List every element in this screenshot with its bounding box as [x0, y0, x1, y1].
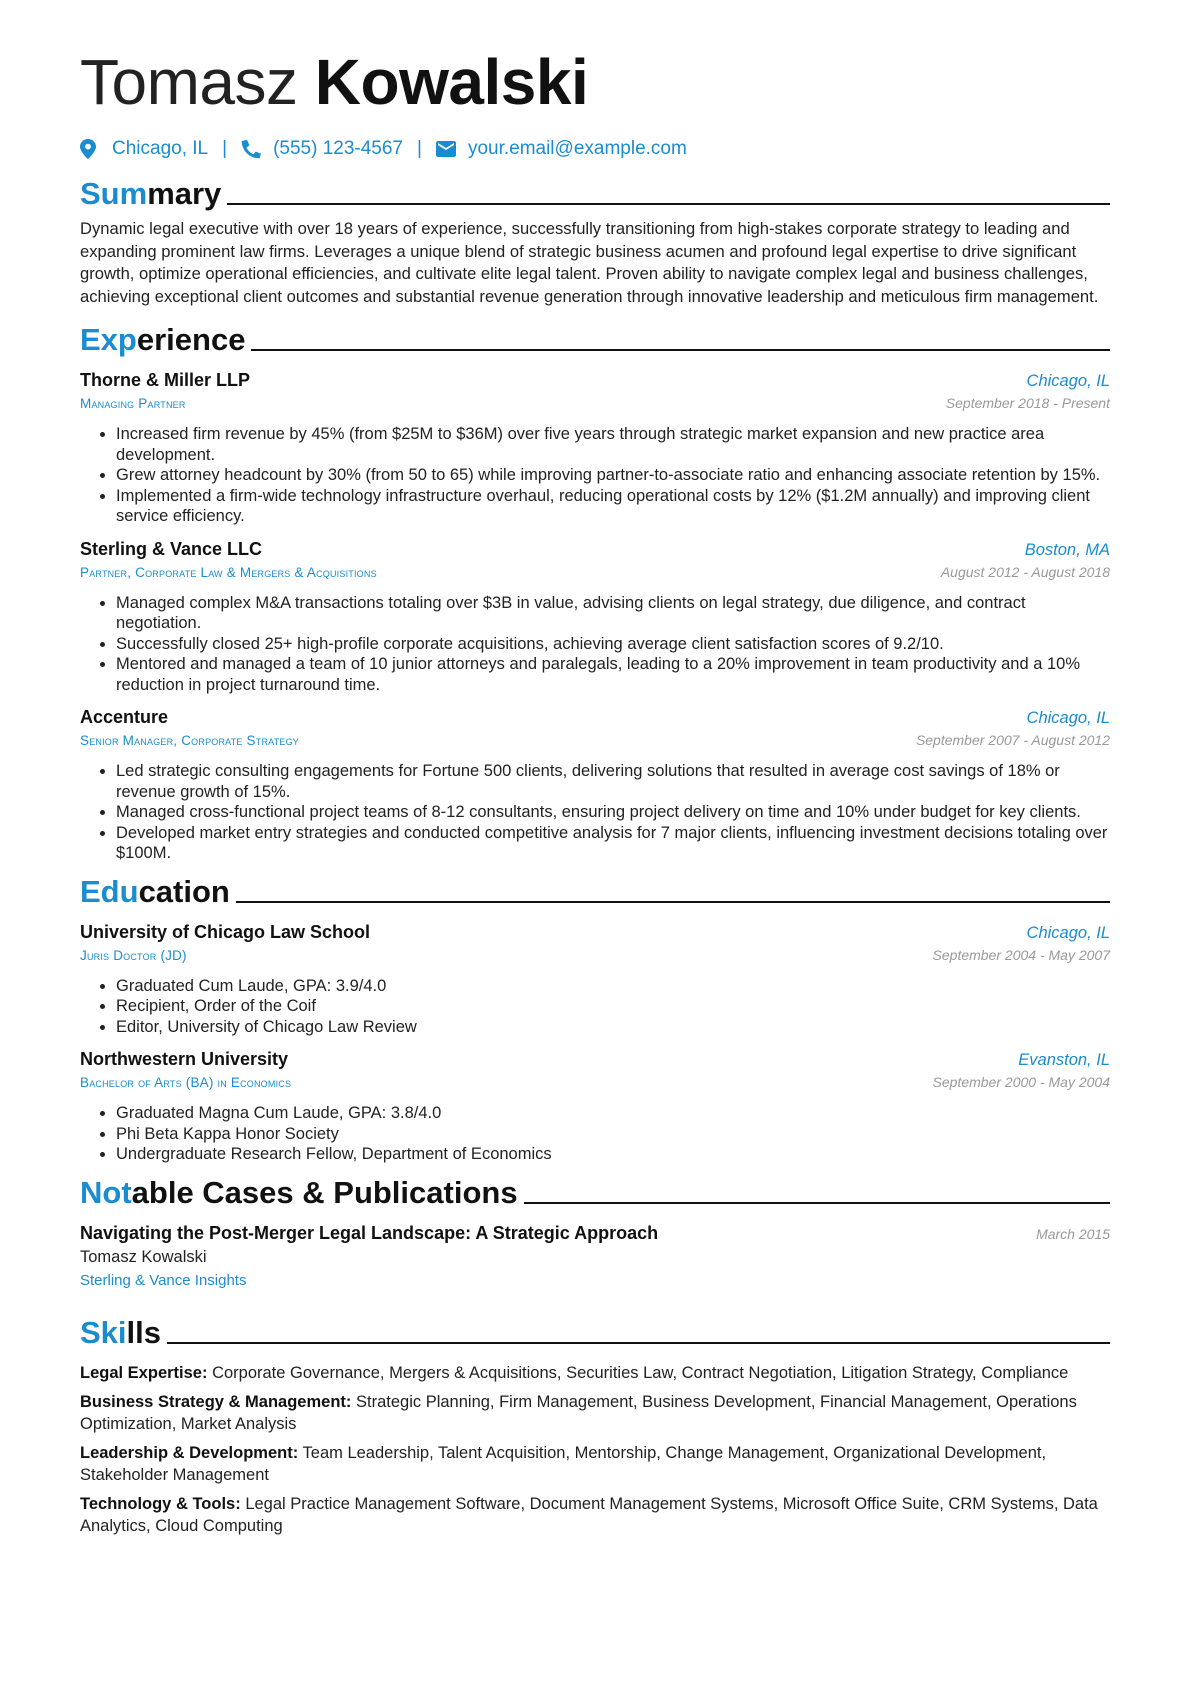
list-item: • Recipient, Order of the Coif: [116, 996, 1110, 1017]
list-item: • Successfully closed 25+ high-profile corporate acquisitions, achieving average client satisfaction scores of 9.2/10.: [116, 634, 1110, 655]
bullet-list: [80, 761, 1110, 864]
skill-category: Leadership & Development:: [80, 1444, 299, 1463]
job-location: Chicago, IL: [1026, 709, 1110, 728]
skill-category: Business Strategy & Management:: [80, 1393, 352, 1412]
publication-date: March 2015: [1036, 1225, 1110, 1242]
study-dates: September 2000 - May 2004: [932, 1074, 1110, 1091]
section-header-experience: [80, 318, 1110, 358]
skill-category: Legal Expertise:: [80, 1363, 208, 1382]
job-title: Senior Manager, Corporate Strategy: [80, 733, 299, 749]
list-item: • Managed complex M&A transactions totaling over $3B in value, advising clients on legal strategy, due diligence, and contract negotiation.: [116, 593, 1110, 634]
list-item: • Graduated Magna Cum Laude, GPA: 3.8/4.0: [116, 1103, 1110, 1124]
section-divider: [236, 901, 1110, 903]
contact-location: [80, 138, 208, 160]
section-title: Notable Cases & Publications: [80, 1174, 518, 1210]
list-item: • Implemented a firm-wide technology infrastructure overhaul, reducing operational costs by 12% ($1.2M annually) and improving client service efficiency.: [116, 486, 1110, 527]
experience-entry: [80, 705, 1110, 864]
bullet-list: [80, 1103, 1110, 1165]
school-location: Evanston, IL: [1018, 1051, 1110, 1070]
list-item: • Mentored and managed a team of 10 junior attorneys and paralegals, leading to a 20% improvement in team productivity and a 10% reduction in project turnaround time.: [116, 654, 1110, 695]
publication-entry: [80, 1221, 1110, 1293]
section-header-skills: [80, 1311, 1110, 1351]
phone-icon: [241, 139, 261, 159]
section-divider: [227, 203, 1110, 205]
publication-author: Tomasz Kowalski: [80, 1247, 207, 1266]
section-header-publications: [80, 1171, 1110, 1211]
publication-venue: Sterling & Vance Insights: [80, 1271, 247, 1289]
job-dates: September 2007 - August 2012: [915, 732, 1110, 749]
candidate-name: [80, 44, 1110, 120]
school-name: Northwestern University: [80, 1049, 289, 1070]
summary-text: Dynamic legal executive with over 18 years of experience, successfully transitioning from high-stakes corporate strategy to leading and expanding prominent law firms. Leverages a unique blend of strategic business acumen and profound legal expertise to drive significant growth, optimize operational efficiencies, and cultivate elite legal talent. Proven ability to navigate complex legal and business challenges, achieving exceptional client outcomes and substantial revenue generation through innovative leadership and meticulous firm management.: [80, 219, 1099, 306]
last-name: Kowalski: [314, 46, 589, 118]
envelope-icon: [436, 139, 456, 159]
email-link[interactable]: your.email@example.com: [467, 138, 687, 159]
list-item: • Led strategic consulting engagements for Fortune 500 clients, delivering solutions that resulted in average cost savings of 18% or revenue growth of 15%.: [116, 761, 1110, 802]
first-name: Tomasz: [80, 46, 298, 118]
bullet-list: [80, 424, 1110, 527]
experience-entry: [80, 368, 1110, 527]
section-divider: [524, 1202, 1110, 1204]
job-location: Chicago, IL: [1026, 372, 1110, 391]
list-item: • Grew attorney headcount by 30% (from 50 to 65) while improving partner-to-associate ratio and enhancing associate retention by 15%.: [116, 465, 1110, 486]
job-dates: September 2018 - Present: [945, 395, 1110, 412]
experience-entry: [80, 537, 1110, 696]
education-entry: [80, 920, 1110, 1038]
skill-list: Strategic Planning, Firm Management, Business Development, Financial Management, Operations Optimization, Market Analysis: [80, 1393, 1077, 1433]
section-title: Skills: [80, 1314, 161, 1350]
list-item: • Increased firm revenue by 45% (from $25M to $36M) over five years through strategic market expansion and new practice area development.: [116, 424, 1110, 465]
skill-list: Legal Practice Management Software, Document Management Systems, Microsoft Office Suite, CRM Systems, Data Analytics, Cloud Computing: [80, 1495, 1098, 1535]
contact-separator: |: [417, 138, 422, 159]
phone-text: (555) 123-4567: [273, 138, 403, 159]
list-item: • Graduated Cum Laude, GPA: 3.9/4.0: [116, 976, 1110, 997]
skill-row: [80, 1392, 1110, 1435]
job-title: Partner, Corporate Law & Mergers & Acquisitions: [80, 564, 377, 580]
list-item: • Phi Beta Kappa Honor Society: [116, 1124, 1110, 1145]
section-title: Summary: [80, 176, 222, 211]
employer-name: Accenture: [80, 707, 169, 728]
section-divider: [167, 1342, 1110, 1344]
school-location: Chicago, IL: [1026, 923, 1110, 942]
contact-email[interactable]: [436, 138, 687, 160]
job-dates: August 2012 - August 2018: [940, 563, 1110, 580]
section-title: Experience: [80, 322, 246, 358]
school-name: University of Chicago Law School: [80, 921, 371, 942]
degree: Juris Doctor (JD): [80, 947, 187, 963]
list-item: • Developed market entry strategies and conducted competitive analysis for 7 major clients, influencing investment decisions totaling over $100M.: [116, 823, 1110, 864]
skill-row: [80, 1443, 1110, 1486]
list-item: • Managed cross-functional project teams of 8-12 consultants, ensuring project delivery on time and 10% under budget for key clients.: [116, 802, 1110, 823]
skill-list: Team Leadership, Talent Acquisition, Mentorship, Change Management, Organizational Development, Stakeholder Management: [80, 1444, 1047, 1484]
list-item: • Undergraduate Research Fellow, Department of Economics: [116, 1144, 1110, 1165]
publication-title: Navigating the Post-Merger Legal Landscape: A Strategic Approach: [80, 1222, 659, 1243]
section-divider: [251, 349, 1110, 351]
job-title: Managing Partner: [80, 396, 186, 412]
employer-name: Sterling & Vance LLC: [80, 538, 263, 559]
contact-bar: [80, 134, 1110, 164]
bullet-list: [80, 593, 1110, 696]
education-entry: [80, 1047, 1110, 1165]
study-dates: September 2004 - May 2007: [932, 946, 1110, 963]
section-title: Education: [80, 873, 230, 909]
contact-separator: |: [222, 138, 228, 159]
bullet-list: [80, 976, 1110, 1038]
skill-category: Technology & Tools:: [80, 1495, 241, 1514]
section-header-summary: [80, 172, 1110, 212]
degree: Bachelor of Arts (BA) in Economics: [80, 1075, 292, 1091]
contact-phone[interactable]: [241, 138, 403, 160]
section-header-education: [80, 870, 1110, 910]
skill-row: [80, 1494, 1110, 1537]
list-item: • Editor, University of Chicago Law Review: [116, 1017, 1110, 1038]
job-location: Boston, MA: [1024, 540, 1110, 559]
location-text: Chicago, IL: [112, 138, 209, 159]
skill-row: [80, 1363, 1110, 1385]
skill-list: Corporate Governance, Mergers & Acquisitions, Securities Law, Contract Negotiation, Litigation Strategy, Compliance: [212, 1363, 1069, 1382]
employer-name: Thorne & Miller LLP: [80, 370, 251, 391]
map-pin-icon: [80, 139, 100, 159]
